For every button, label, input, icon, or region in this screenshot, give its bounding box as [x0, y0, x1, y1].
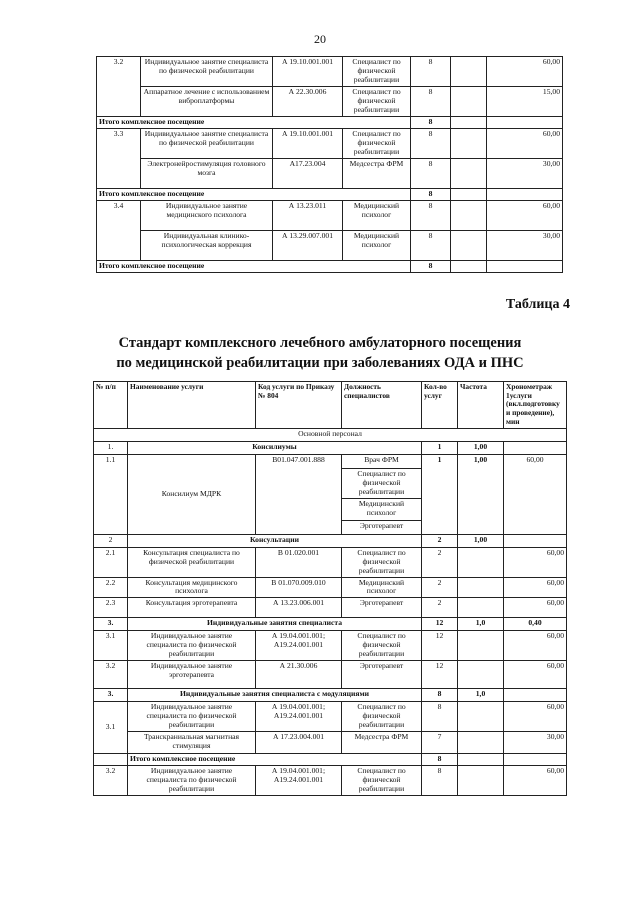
row-no: 3.1	[94, 631, 128, 661]
row-count: 8	[411, 128, 451, 158]
row-freq	[451, 200, 487, 230]
group-no: 3.	[94, 689, 128, 702]
row-count: 8	[411, 57, 451, 87]
group-row	[94, 689, 567, 702]
group-no: 2	[94, 534, 128, 547]
row-no: 3.2	[94, 766, 128, 796]
total-freq	[451, 188, 487, 200]
row-spec: Специалист по физической реабилитации	[343, 87, 411, 117]
row-count: 8	[411, 87, 451, 117]
row-count: 8	[422, 766, 458, 796]
row-name: Индивидуальное занятие эрготерапевта	[128, 661, 256, 689]
row-freq	[451, 57, 487, 87]
total-row	[97, 188, 563, 200]
row-name: Консультация специалиста по физической реабилитации	[128, 547, 256, 577]
row-code: А 13.23.006.001	[256, 598, 342, 618]
row-time: 60,00	[487, 57, 563, 87]
row-no: 3.2	[97, 57, 141, 117]
table-row	[94, 631, 567, 661]
row-spec: Специалист по физической реабилитации	[342, 631, 422, 661]
row-freq	[451, 87, 487, 117]
total-label: Итого комплексное посещение	[97, 117, 411, 129]
row-code: А 13.23.011	[273, 200, 343, 230]
row-code: А 19.04.001.001; А19.24.001.001	[256, 702, 342, 732]
row-name: Индивидуальное занятие специалиста по физической реабилитации	[128, 702, 256, 732]
row-name: Консультация медицинского психолога	[128, 577, 256, 598]
row-spec: Специалист по физической реабилитации	[343, 57, 411, 87]
row-spec: Эрготерапевт	[342, 598, 422, 618]
row-time: 30,00	[504, 732, 567, 754]
row-no: 3.1	[94, 702, 128, 754]
item-spec: Эрготерапевт	[342, 520, 422, 534]
row-code: А17.23.004	[273, 158, 343, 188]
table-row	[94, 766, 567, 796]
row-spec: Специалист по физической реабилитации	[342, 766, 422, 796]
group-freq: 1,0	[458, 618, 504, 631]
row-code: А 19.04.001.001; А19.24.001.001	[256, 766, 342, 796]
row-time: 60,00	[504, 631, 567, 661]
section-row	[94, 428, 567, 441]
row-code: А 21.30.006	[256, 661, 342, 689]
group-count: 1	[422, 441, 458, 454]
row-count: 8	[411, 158, 451, 188]
row-name: Транскраниальная магнитная стимуляция	[128, 732, 256, 754]
row-freq	[451, 158, 487, 188]
total-label: Итого комплексное посещение	[97, 260, 411, 272]
table-row	[97, 87, 563, 117]
table-row	[94, 702, 567, 732]
group-label: Консилиумы	[128, 441, 422, 454]
row-count: 8	[422, 702, 458, 732]
row-name: Консультация эрготерапевта	[128, 598, 256, 618]
group-time: 0,40	[504, 618, 567, 631]
total-time	[487, 117, 563, 129]
table-number: Таблица 4	[505, 297, 570, 312]
row-name: Индивидуальная клинико-психологическая коррекция	[141, 230, 273, 260]
table-row	[97, 158, 563, 188]
group-label: Индивидуальные занятия специалиста	[128, 618, 422, 631]
row-code: А 17.23.004.001	[256, 732, 342, 754]
table-row	[94, 732, 567, 754]
header-time: Хронометраж 1услуги (вкл.подготовку и проведение), мин	[504, 382, 567, 429]
row-spec: Специалист по физической реабилитации	[342, 547, 422, 577]
row-no: 3.4	[97, 200, 141, 260]
row-code: А 22.30.006	[273, 87, 343, 117]
row-name: Индивидуальное занятие специалиста по физической реабилитации	[128, 631, 256, 661]
row-freq	[458, 631, 504, 661]
standard-table	[93, 381, 567, 796]
row-no: 2.1	[94, 547, 128, 577]
row-time: 60,00	[504, 661, 567, 689]
row-time: 60,00	[487, 128, 563, 158]
row-count: 12	[422, 631, 458, 661]
row-code: А 19.10.001.001	[273, 128, 343, 158]
row-time: 30,00	[487, 158, 563, 188]
row-count: 2	[422, 547, 458, 577]
row-code: В 01.020.001	[256, 547, 342, 577]
header-spec: Должность специалистов	[342, 382, 422, 429]
item-freq: 1,00	[458, 454, 504, 534]
total-freq	[451, 117, 487, 129]
total-count: 8	[411, 260, 451, 272]
row-freq	[458, 702, 504, 732]
group-label: Консультации	[128, 534, 422, 547]
row-count: 2	[422, 598, 458, 618]
row-no: 3.2	[94, 661, 128, 689]
row-freq	[451, 230, 487, 260]
item-code: В01.047.001.888	[256, 454, 342, 534]
row-time: 15,00	[487, 87, 563, 117]
row-time: 60,00	[504, 766, 567, 796]
row-code: А 13.29.007.001	[273, 230, 343, 260]
continuation-table	[96, 56, 563, 273]
row-name: Электронейростимуляция головного мозга	[141, 158, 273, 188]
total-row	[94, 754, 567, 766]
row-no: 2.3	[94, 598, 128, 618]
row-code: А 19.04.001.001; А19.24.001.001	[256, 631, 342, 661]
header-row	[94, 382, 567, 429]
table-row	[97, 57, 563, 87]
group-row-konsultacii	[94, 534, 567, 547]
table-row	[94, 598, 567, 618]
row-spec: Медсестра ФРМ	[343, 158, 411, 188]
total-row	[97, 260, 563, 272]
row-freq	[458, 577, 504, 598]
total-no	[94, 754, 128, 766]
table-row	[94, 577, 567, 598]
row-count: 12	[422, 661, 458, 689]
row-freq	[458, 598, 504, 618]
group-time	[504, 534, 567, 547]
group-freq: 1,00	[458, 534, 504, 547]
item-count: 1	[422, 454, 458, 534]
row-spec: Эрготерапевт	[342, 661, 422, 689]
row-no: 3.3	[97, 128, 141, 188]
table-row	[94, 547, 567, 577]
row-count: 8	[411, 230, 451, 260]
total-time	[487, 188, 563, 200]
total-time	[487, 260, 563, 272]
header-freq: Частота	[458, 382, 504, 429]
row-time: 60,00	[504, 598, 567, 618]
item-no: 1.1	[94, 454, 128, 534]
row-freq	[458, 766, 504, 796]
item-time: 60,00	[504, 454, 567, 534]
item-name: Консилиум МДРК	[128, 454, 256, 534]
row-name: Индивидуальное занятие специалиста по физической реабилитации	[141, 57, 273, 87]
row-spec: Медсестра ФРМ	[342, 732, 422, 754]
document-title	[60, 334, 580, 373]
row-freq	[458, 547, 504, 577]
group-time	[504, 441, 567, 454]
group-row	[94, 618, 567, 631]
group-row-konsiliumy	[94, 441, 567, 454]
row-spec: Специалист по физической реабилитации	[343, 128, 411, 158]
table-row	[94, 661, 567, 689]
total-label: Итого комплексное посещение	[128, 754, 422, 766]
row-code: А 19.10.001.001	[273, 57, 343, 87]
row-count: 2	[422, 577, 458, 598]
row-time: 60,00	[487, 200, 563, 230]
header-no: № п/п	[94, 382, 128, 429]
row-time: 60,00	[504, 547, 567, 577]
header-name: Наименование услуги	[128, 382, 256, 429]
row-name: Индивидуальное занятие медицинского психолога	[141, 200, 273, 230]
group-freq: 1,00	[458, 441, 504, 454]
total-count: 8	[422, 754, 458, 766]
title-line-1: Стандарт комплексного лечебного амбулаторного посещения	[118, 335, 522, 351]
row-freq	[458, 661, 504, 689]
item-spec: Медицинский психолог	[342, 498, 422, 520]
row-spec: Медицинский психолог	[343, 200, 411, 230]
group-count: 8	[422, 689, 458, 702]
total-freq	[458, 754, 504, 766]
group-no: 1.	[94, 441, 128, 454]
row-name: Аппаратное лечение с использованием виброплатформы	[141, 87, 273, 117]
row-count: 7	[422, 732, 458, 754]
section-label: Основной персонал	[94, 428, 567, 441]
row-time: 30,00	[487, 230, 563, 260]
page-number: 20	[314, 32, 326, 46]
total-row	[97, 117, 563, 129]
row-time: 60,00	[504, 702, 567, 732]
header-code: Код услуги по Приказу № 804	[256, 382, 342, 429]
total-label: Итого комплексное посещение	[97, 188, 411, 200]
table-row	[97, 200, 563, 230]
konsilium-row	[94, 454, 567, 468]
row-spec: Медицинский психолог	[342, 577, 422, 598]
row-time: 60,00	[504, 577, 567, 598]
item-spec: Специалист по физической реабилитации	[342, 468, 422, 498]
group-time	[504, 689, 567, 702]
group-freq: 1,0	[458, 689, 504, 702]
table-row	[97, 128, 563, 158]
row-freq	[451, 128, 487, 158]
row-count: 8	[411, 200, 451, 230]
table-row	[97, 230, 563, 260]
group-label: Индивидуальные занятия специалиста с модуляциями	[128, 689, 422, 702]
total-count: 8	[411, 188, 451, 200]
group-no: 3.	[94, 618, 128, 631]
group-count: 2	[422, 534, 458, 547]
total-count: 8	[411, 117, 451, 129]
row-name: Индивидуальное занятие специалиста по физической реабилитации	[128, 766, 256, 796]
group-count: 12	[422, 618, 458, 631]
row-spec: Специалист по физической реабилитации	[342, 702, 422, 732]
row-freq	[458, 732, 504, 754]
row-no: 2.2	[94, 577, 128, 598]
total-freq	[451, 260, 487, 272]
row-spec: Медицинский психолог	[343, 230, 411, 260]
header-count: Кол-во услуг	[422, 382, 458, 429]
row-name: Индивидуальное занятие специалиста по физической реабилитации	[141, 128, 273, 158]
total-time	[504, 754, 567, 766]
row-code: В 01.070.009.010	[256, 577, 342, 598]
item-spec: Врач ФРМ	[342, 454, 422, 468]
title-line-2: по медицинской реабилитации при заболеваниях ОДА и ПНС	[116, 354, 524, 371]
